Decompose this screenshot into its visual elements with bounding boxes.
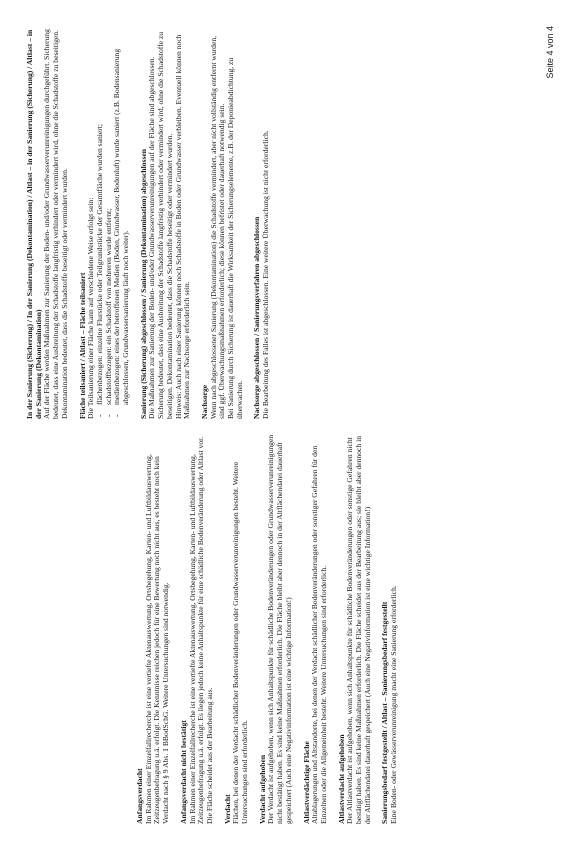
section-text: Die Maßnahmen zur Sanierung der Boden- und/oder Grundwasserverunreinigungen auf der Fläche sind abgeschlossen. Sicherung bedeutet, dass eine Ausbreitung der Schadstoffe langfristig verhindert oder vermindert wird, ohne die Schadstoffe zu beseitigen. Dekontamination bedeutet, dass die Schadstoffe beseitigt oder vermindert wurden. xyxy=(147,31,174,419)
list-item: - medienbezogen: eines der betroffenen Medien (Boden, Grundwasser, Bodenluft) wurde saniert (z.B. Bodensanierung abgeschlossen, Grundwassersanierung läuft noch weiter). xyxy=(113,29,130,405)
section-title: Altlastverdacht aufgehoben xyxy=(336,734,346,824)
section-title: Verdacht aufgehoben xyxy=(257,754,267,824)
section-text-2: Bei Sanierung durch Sicherung ist dauerhaft die Wirksamkeit der Sicherungselemente, z.B. der Deponieabdichtung, zu überwachen. xyxy=(226,57,244,419)
section-text: Der Verdacht ist aufgehoben, wenn sich Anhaltspunkte für schädliche Bodenveränderungen oder Grundwasserverunreinigungen nicht bestätigt haben. Es sind keine Maßnahmen erforderlich. Die Fläche bleibt aber dennoch in der Altflächendatei dauerhaft gespeichert (Auch eine Negativinformation ist eine wichtige Information!) xyxy=(266,434,293,824)
section-title: Verdacht xyxy=(222,794,232,824)
section-title: Nachsorge abgeschlossen / Sanierungsverfahren abgeschlossen xyxy=(252,216,262,419)
list-item: - flächenbezogen: einzelne Flurstücke oder Teilgrundstücke der Gesamtfläche wurden saniert; xyxy=(96,29,105,405)
section-text: Wenn nach abgeschlossener Sanierung (Dekontamination) die Schadstoffe vermindert, aber nicht vollständig entfernt wurden, sind ggf. Überwachungsmaßnahmen erforderlich; diese können befristet oder dauerhaft notwendig sein. xyxy=(208,35,227,419)
section-title: Anfangsverdacht xyxy=(135,768,144,824)
section-anfangsverdacht xyxy=(136,434,171,824)
section-title: Altlastverdächtige Fläche xyxy=(301,741,311,824)
section-text: Die Bearbeitung des Falles ist abgeschlossen. Eine weitere Überwachung ist nicht erforderlich. xyxy=(261,130,271,419)
section-nachsorge-abgeschlossen xyxy=(253,29,270,419)
section-sanierung-abgeschlossen xyxy=(140,29,192,419)
section-title: Sanierungsbedarf festgestellt / Altlast – Sanierungsbedarf festgestellt xyxy=(380,601,390,824)
section-title: Anfangsverdacht nicht bestätigt xyxy=(178,720,188,824)
section-text: Altablagerungen und Altstandorte, bei denen der Verdacht schädlicher Bodenveränderungen oder sonstiger Gefahren für den Einzelnen oder die Allgemeinheit besteht. Weitere Untersuchungen sind erforderlich. xyxy=(310,445,328,824)
section-text: Im Rahmen einer Einzelfallrecherche ist eine vertiefte Aktenauswertung, Ortsbegehung, Karten- und Luftbildauswertung, Zeitzeugenbefragung u.ä. erfolgt. Die Kenntnisse reichen jedoch für eine Bewertung noch nicht aus, es besteht noch kein Verdacht nach § 9 Abs. 1 BBodSchG. Weitere Untersuchungen sind notwendig. xyxy=(143,454,171,824)
section-text: Der Altlastverdacht ist aufgehoben, wenn sich Anhaltspunkte für schädliche Bodenveränderungen oder sonstige Gefahren nicht bestätigt haben. Es sind keine Maßnahmen erforderlich. Die Fläche scheidet aus der Bearbeitung aus; sie bleibt aber dennoch in der Altflächendatei dauerhaft gespeichert (Auch eine Negativinformation ist eine wichtige Information!) xyxy=(345,436,372,824)
section-altlastverdacht-aufgehoben xyxy=(338,434,373,824)
section-altlastverdaechtige-flaeche xyxy=(303,434,329,824)
section-anfangsverdacht-nicht-bestaetigt xyxy=(180,434,215,824)
section-sanierungsbedarf-festgestellt xyxy=(381,434,398,824)
section-hint: Hinweis: Auch nach einer Sanierung können noch Schadstoffe in Boden oder Grundwasser verbleiben. Eventuell können noch Maßnahmen zur Nachsorge erforderlich sein. xyxy=(173,34,192,419)
section-title: Sanierung (Sicherung) abgeschlossen / Sanierung (Dekontamination) abgeschlossen xyxy=(138,148,148,419)
section-title: Fläche teilsaniert / Altlast – Fläche teilsaniert xyxy=(77,272,87,419)
page-number: Seite 4 von 4 xyxy=(545,26,555,79)
list-item: - schadstoffbezogen: ein Schadstoff von mehreren wurde entfernt; xyxy=(105,29,114,405)
section-text: Im Rahmen einer Einzelfallrecherche ist eine vertiefte Aktenauswertung, Ortsbegehung, Karten- und Luftbildauswertung, Zeitzeugenbefragung u.ä. erfolgt. Es liegen jedoch keine Anhaltspunkte für eine schädliche Bodenveränderung oder Altlast vor. Die Fläche scheidet aus der Bearbeitung aus. xyxy=(187,436,214,824)
bullet-list xyxy=(96,29,131,419)
section-nachsorge xyxy=(201,29,245,419)
section-text: Auf der Fläche werden Maßnahmen zur Sanierung der Boden- und/oder Grundwasserverunreinigungen durchgeführt. Sicherung bedeutet, dass eine Ausbreitung der Schadstoffe langfristig verhindert oder vermindert wird, ohne die Schadstoffe zu beseitigen. Dekontamination bedeutet, dass die Schadstoffe beseitigt oder vermindert wurden. xyxy=(42,29,69,419)
section-verdacht xyxy=(224,434,250,824)
section-intro: Die Teilsanierung einer Fläche kann auf verschiedene Weise erfolgt sein: xyxy=(86,197,96,419)
section-title: Nachsorge xyxy=(199,384,209,419)
right-column xyxy=(26,29,280,419)
section-flaeche-teilsaniert xyxy=(79,29,131,419)
section-verdacht-aufgehoben xyxy=(259,434,294,824)
left-column xyxy=(136,434,408,824)
section-title: In der Sanierung (Sicherung) / In der Sanierung (Dekontamination) / Altlast – in der Sanierung (Sicherung) / Altlast – in der Sanierung (Dekontamination) xyxy=(25,29,43,419)
section-text: Flächen, bei denen der Verdacht schädlicher Bodenveränderungen oder Grundwasserverunreinigungen besteht. Weitere Untersuchungen sind erforderlich. xyxy=(231,461,250,824)
section-in-der-sanierung xyxy=(26,29,70,419)
section-text: Eine Boden- oder Gewässerverunreinigung macht eine Sanierung erforderlich. xyxy=(389,585,399,824)
